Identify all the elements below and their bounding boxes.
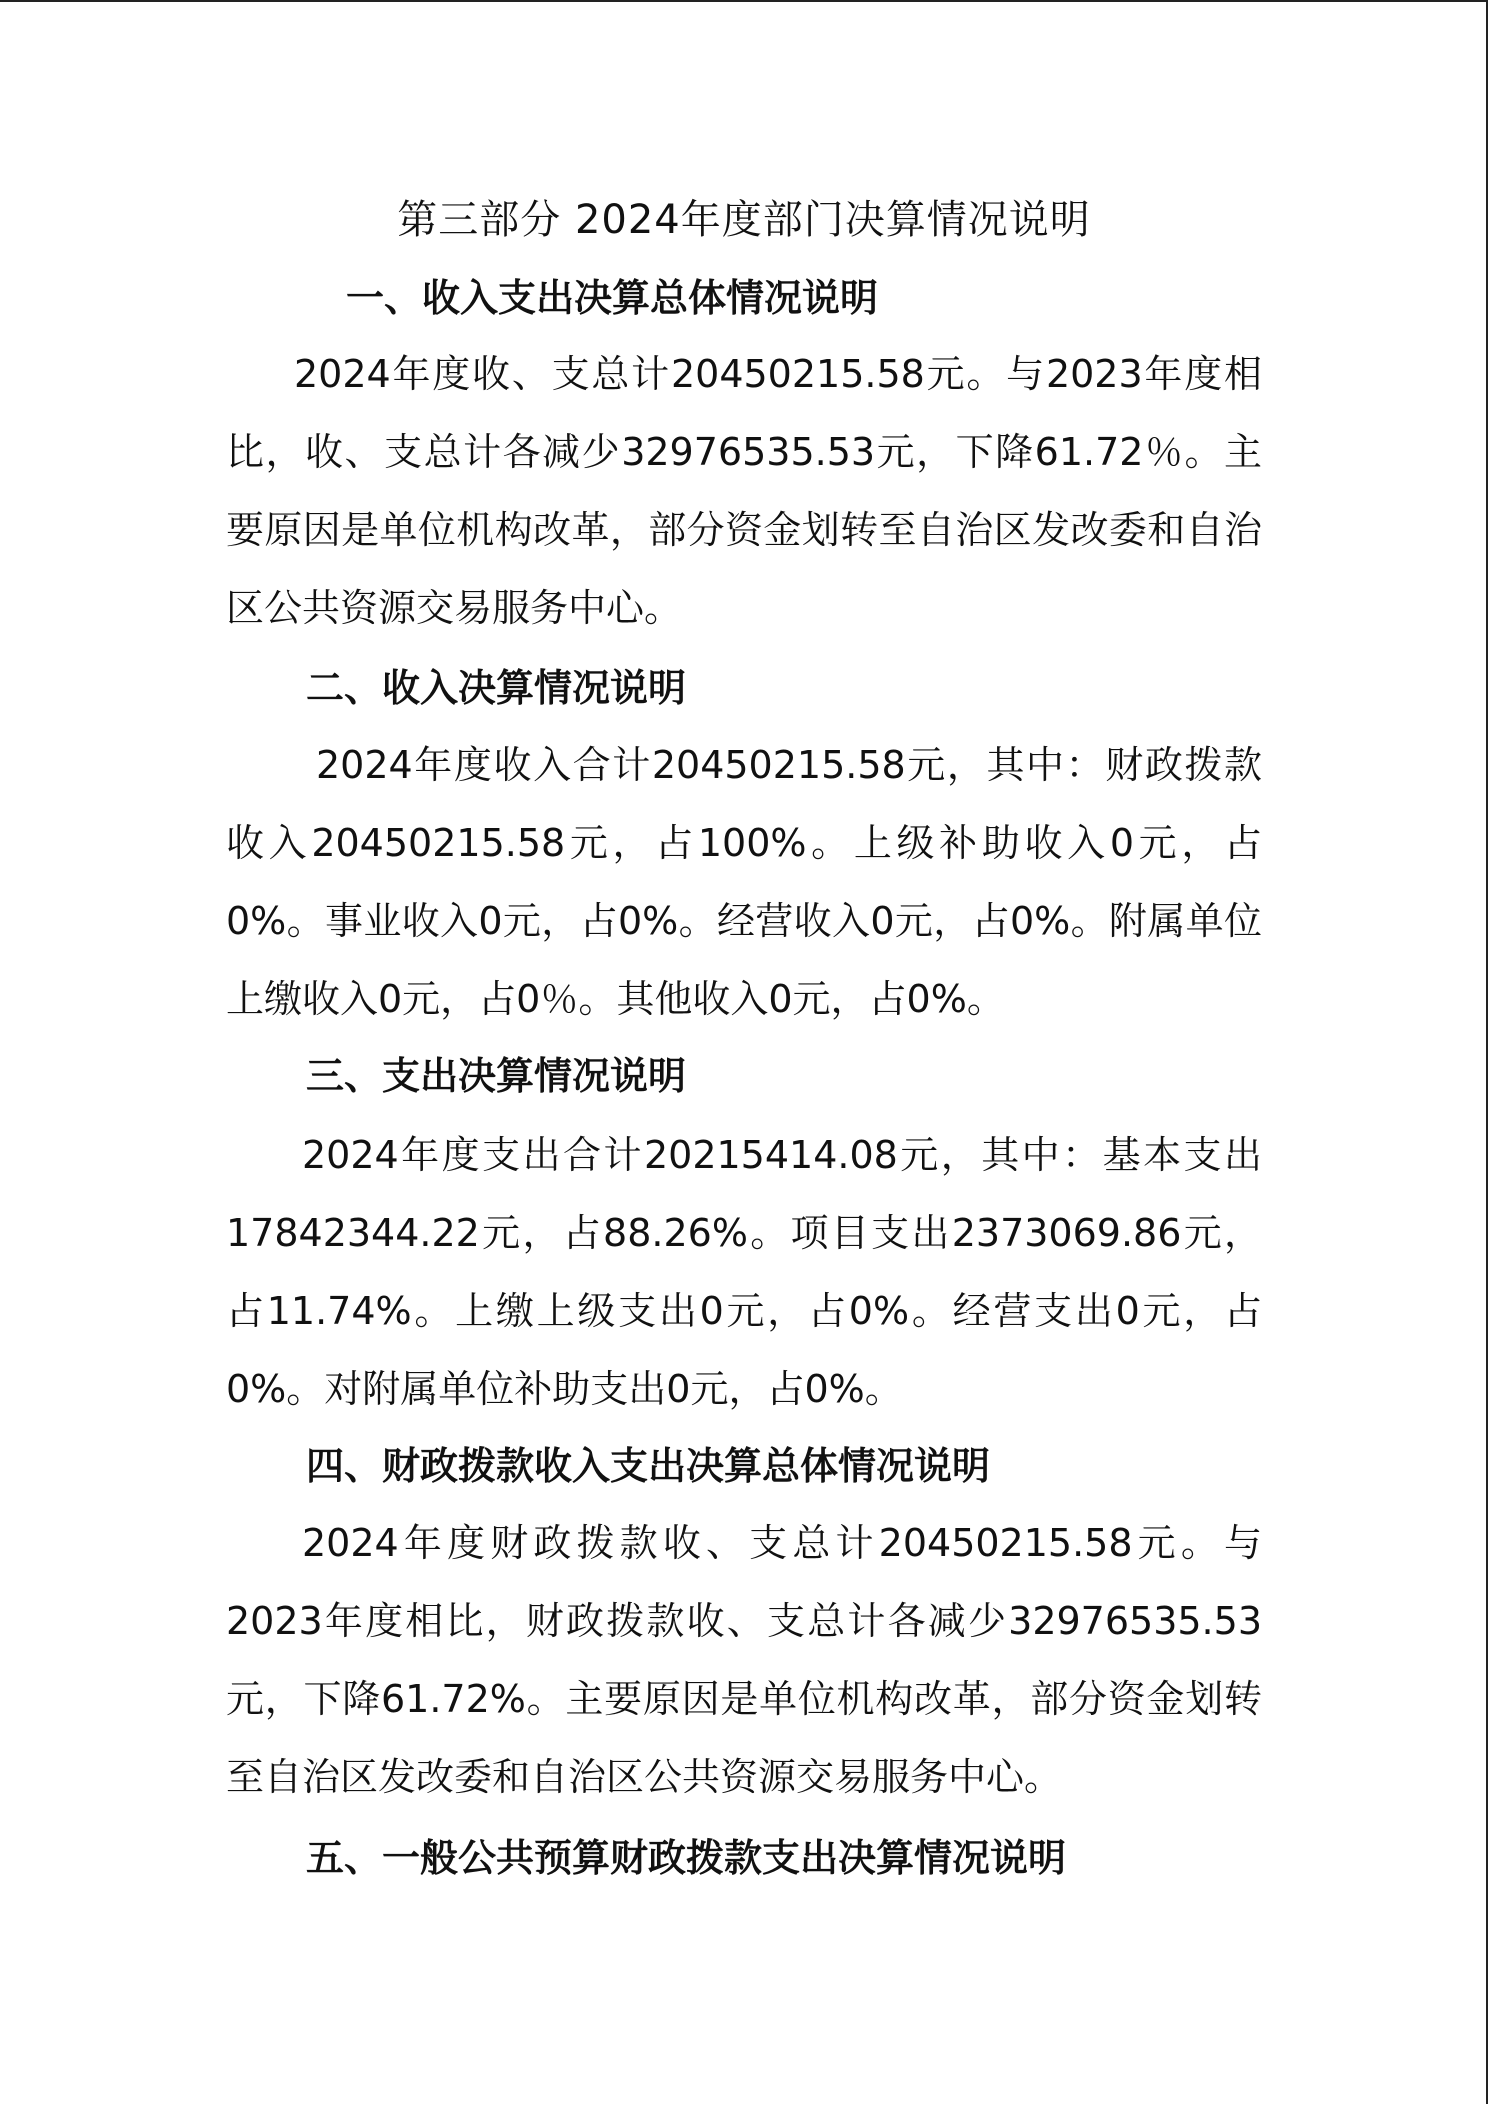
section-body-4: 2024年度财政拨款收、支总计20450215.58元。与2023年度相比，财政拨款收、支总计各减少32976535.53元，下降61.72%。主要原因是单位机构改革，部分资金划转至自治区发改委和自治区公共资源交易服务中心。 [226,1521,1262,1799]
section-body-2: 2024年度收入合计20450215.58元，其中：财政拨款收入20450215.58元，占100%。上级补助收入0元，占0%。事业收入0元，占0%。经营收入0元，占0%。附属单位上缴收入0元，占0％。其他收入0元，占0%。 [226,743,1262,1021]
section-heading-1: 一、收入支出决算总体情况说明 [346,276,879,320]
section-heading-2: 二、收入决算情况说明 [306,666,687,710]
section-heading-5: 五、一般公共预算财政拨款支出决算情况说明 [306,1836,1067,1880]
document-title: 第三部分 2024年度部门决算情况说明 [397,197,1091,243]
page-top-border [0,0,1488,2]
section-body-3: 2024年度支出合计20215414.08元，其中：基本支出17842344.22元，占88.26%。项目支出2373069.86元，占11.74%。上缴上级支出0元，占0%。经营支出0元，占0%。对附属单位补助支出0元，占0%。 [226,1133,1262,1411]
section-heading-4: 四、财政拨款收入支出决算总体情况说明 [306,1444,991,1488]
section-body-1: 2024年度收、支总计20450215.58元。与2023年度相比，收、支总计各减少32976535.53元，下降61.72％。主要原因是单位机构改革，部分资金划转至自治区发改委和自治区公共资源交易服务中心。 [226,352,1262,630]
section-heading-3: 三、支出决算情况说明 [306,1054,687,1098]
